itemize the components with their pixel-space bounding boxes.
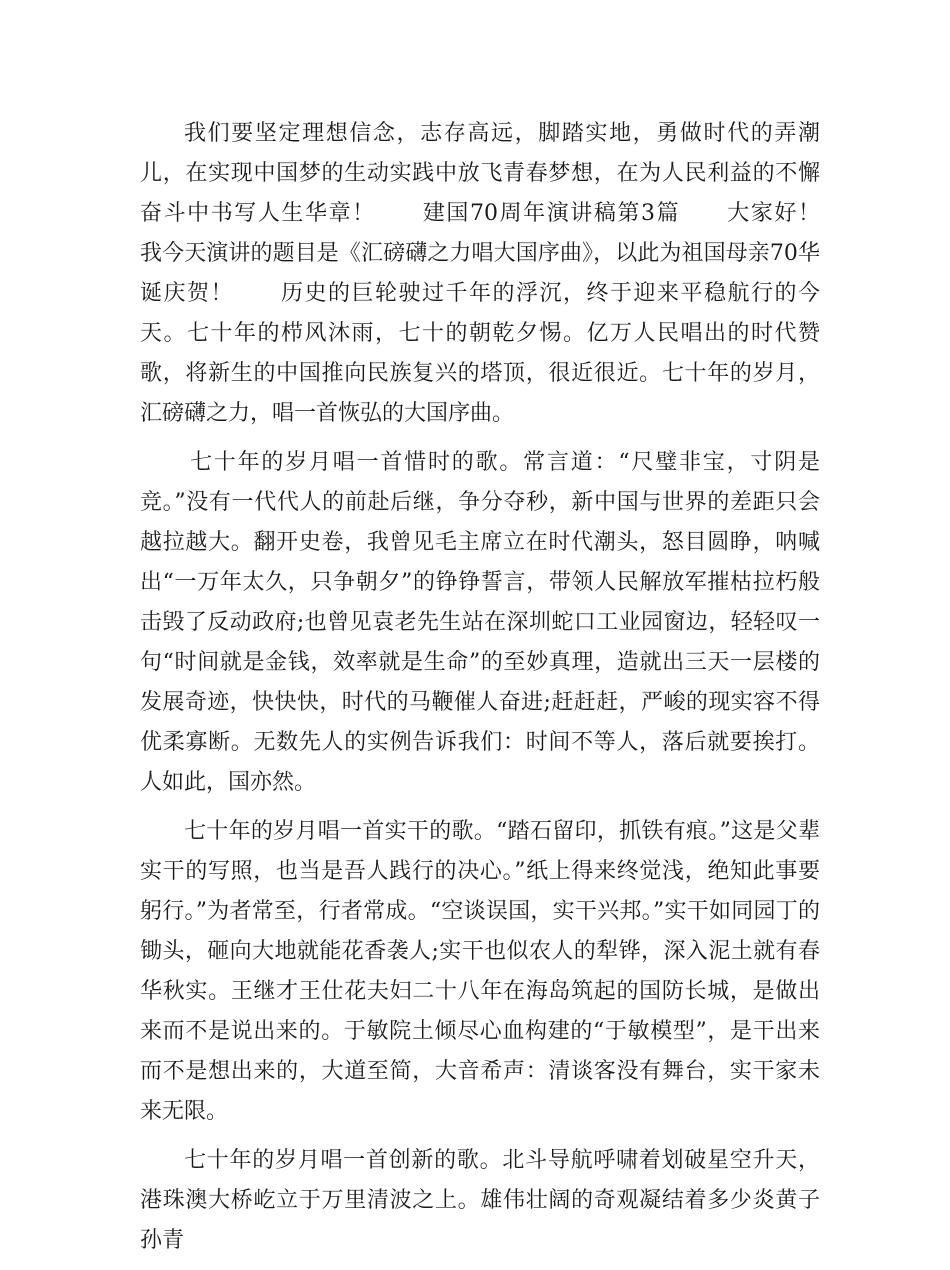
paragraph: 我们要坚定理想信念，志存高远，脚踏实地，勇做时代的弄潮儿，在实现中国梦的生动实践中放飞青春梦想，在为人民利益的不懈奋斗中书写人生华章！ 建国70周年演讲稿第3篇 大家好！ 我今天演讲的题目是《汇磅礴之力唱大国序曲》，以此为祖国母亲70华诞庆贺！ 历史的巨轮驶过千年的浮沉，终于迎来平稳航行的今天。七十年的栉风沐雨，七十的朝乾夕惕。亿万人民唱出的时代赞歌，将新生的中国推向民族复兴的塔顶，很近很近。七十年的岁月，汇磅礴之力，唱一首恢弘的大国序曲。	[140, 121, 865, 426]
paragraph: 七十年的岁月唱一首实干的歌。“踏石留印，抓铁有痕。”这是父辈实干的写照，也当是吾人践行的决心。”纸上得来终觉浅，绝知此事要躬行。”为者常至，行者常成。“空谈误国，实干兴邦。”实干如同园丁的锄头，砸向大地就能花香袭人;实干也似农人的犁铧，深入泥土就有春华秋实。王继才王仕花夫妇二十八年在海岛筑起的国防长城，是做出来而不是说出来的。于敏院土倾尽心血构建的“于敏模型”，是干出来而不是想出来的，大道至简，大音希声：清谈客没有舞台，实干家未来无限。	[140, 819, 820, 1124]
document-body	[140, 114, 865, 1270]
paragraph: 七十年的岁月唱一首惜时的歌。常言道：“尺璧非宝，寸阴是竞。”没有一代代人的前赴后继，争分夺秒，新中国与世界的差距只会越拉越大。翻开史卷，我曾见毛主席立在时代潮头，怒目圆睁，呐喊出“一万年太久，只争朝夕”的铮铮誓言，带领人民解放军摧枯拉朽般击毁了反动政府;也曾见袁老先生站在深圳蛇口工业园窗边，轻轻叹一句“时间就是金钱，效率就是生命”的至妙真理，造就出三天一层楼的发展奇迹，快快快，时代的马鞭催人奋进;赶赶赶，严峻的现实容不得优柔寡断。无数先人的实例告诉我们：时间不等人，落后就要挨打。人如此，国亦然。	[140, 450, 820, 795]
paragraph: 七十年的岁月唱一首创新的歌。北斗导航呼啸着划破星空升天，港珠澳大桥屹立于万里清波之上。雄伟壮阔的奇观凝结着多少炎黄子孙青	[140, 1148, 820, 1253]
